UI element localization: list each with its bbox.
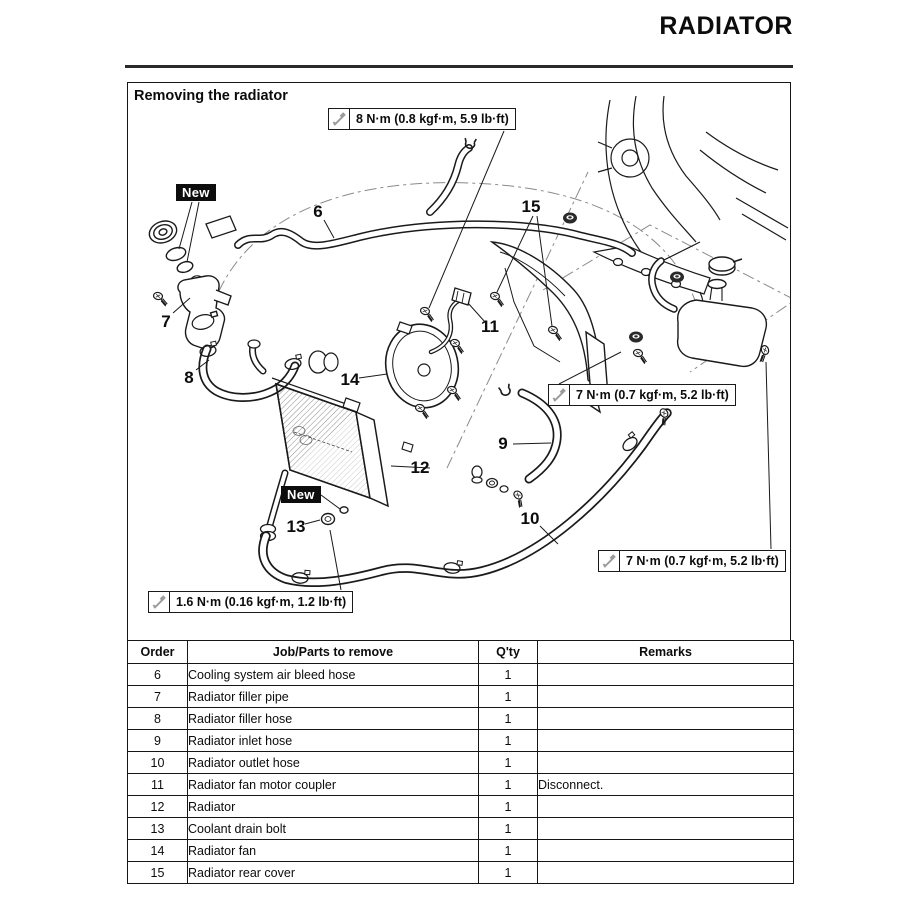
cell-remarks: [538, 664, 794, 686]
cell-qty: 1: [479, 774, 538, 796]
cell-job: Radiator: [188, 796, 479, 818]
cell-job: Radiator outlet hose: [188, 752, 479, 774]
table-row: [128, 796, 794, 818]
torque-spec-reservoir-bolt: [548, 384, 736, 406]
col-header-qty: Q'ty: [479, 641, 538, 664]
cell-qty: 1: [479, 840, 538, 862]
filler-hose: [199, 341, 338, 397]
cell-order: 12: [128, 796, 188, 818]
cell-order: 15: [128, 862, 188, 884]
cell-job: Radiator rear cover: [188, 862, 479, 884]
cell-order: 13: [128, 818, 188, 840]
cell-qty: 1: [479, 730, 538, 752]
cell-job: Radiator filler hose: [188, 708, 479, 730]
section-heading: Removing the radiator: [134, 88, 288, 104]
part-callout-8: 8: [184, 368, 194, 387]
cell-order: 9: [128, 730, 188, 752]
table-row: [128, 708, 794, 730]
table-row: [128, 774, 794, 796]
cell-job: Radiator fan motor coupler: [188, 774, 479, 796]
part-callout-6: 6: [313, 202, 323, 221]
table-row: [128, 840, 794, 862]
part-callout-15: 15: [521, 197, 541, 216]
table-row: [128, 664, 794, 686]
table-header-row: [128, 641, 794, 664]
cell-qty: 1: [479, 664, 538, 686]
cell-remarks: [538, 708, 794, 730]
air-bleed-hose: [206, 137, 632, 253]
part-callout-14: 14: [340, 370, 360, 389]
filler-cap-and-pipe: [146, 217, 231, 348]
cell-job: Radiator filler pipe: [188, 686, 479, 708]
torque-spec-drain-bolt: [148, 591, 353, 613]
part-callout-9: 9: [498, 434, 508, 453]
cell-order: 11: [128, 774, 188, 796]
cell-job: Coolant drain bolt: [188, 818, 479, 840]
cell-remarks: Disconnect.: [538, 774, 794, 796]
cell-remarks: [538, 686, 794, 708]
cell-job: Radiator fan: [188, 840, 479, 862]
table-row: [128, 862, 794, 884]
col-header-job: Job/Parts to remove: [188, 641, 479, 664]
drain-bolt: [322, 507, 349, 525]
cell-job: Radiator inlet hose: [188, 730, 479, 752]
cell-order: 6: [128, 664, 188, 686]
col-header-remarks: Remarks: [538, 641, 794, 664]
cell-order: 10: [128, 752, 188, 774]
cell-qty: 1: [479, 862, 538, 884]
part-callout-13: 13: [286, 517, 306, 536]
frame-sketch: [594, 96, 788, 326]
new-part-tag: New: [281, 486, 321, 503]
cell-remarks: [538, 730, 794, 752]
parts-table: [127, 640, 794, 884]
torque-text: 7 N·m (0.7 kgf·m, 5.2 lb·ft): [576, 388, 729, 402]
inlet-hose: [472, 384, 557, 492]
wrench-icon: [599, 551, 620, 571]
cell-qty: 1: [479, 708, 538, 730]
table-row: [128, 752, 794, 774]
new-part-tag: New: [176, 184, 216, 201]
cell-remarks: [538, 796, 794, 818]
cell-order: 14: [128, 840, 188, 862]
radiator-fan: [378, 317, 466, 414]
cell-remarks: [538, 818, 794, 840]
wrench-icon: [329, 109, 350, 129]
cell-qty: 1: [479, 818, 538, 840]
part-callout-11: 11: [481, 317, 499, 336]
page-title: RADIATOR: [659, 12, 793, 40]
cell-qty: 1: [479, 796, 538, 818]
cell-order: 7: [128, 686, 188, 708]
table-row: [128, 730, 794, 752]
cell-qty: 1: [479, 686, 538, 708]
table-row: [128, 686, 794, 708]
cell-order: 8: [128, 708, 188, 730]
table-row: [128, 818, 794, 840]
cell-qty: 1: [479, 752, 538, 774]
cell-job: Cooling system air bleed hose: [188, 664, 479, 686]
torque-text: 1.6 N·m (0.16 kgf·m, 1.2 lb·ft): [176, 595, 347, 609]
cell-remarks: [538, 752, 794, 774]
cell-remarks: [538, 840, 794, 862]
leader-lines: [173, 131, 771, 590]
part-callout-10: 10: [520, 509, 540, 528]
torque-text: 8 N·m (0.8 kgf·m, 5.9 lb·ft): [356, 112, 509, 126]
part-callout-7: 7: [161, 312, 171, 331]
torque-spec-radiator-bolt: [598, 550, 786, 572]
torque-text: 7 N·m (0.7 kgf·m, 5.2 lb·ft): [626, 554, 779, 568]
wrench-icon: [549, 385, 570, 405]
part-callout-12: 12: [410, 458, 430, 477]
cell-remarks: [538, 862, 794, 884]
wrench-icon: [149, 592, 170, 612]
col-header-order: Order: [128, 641, 188, 664]
torque-spec-bleed-bolt: [328, 108, 516, 130]
